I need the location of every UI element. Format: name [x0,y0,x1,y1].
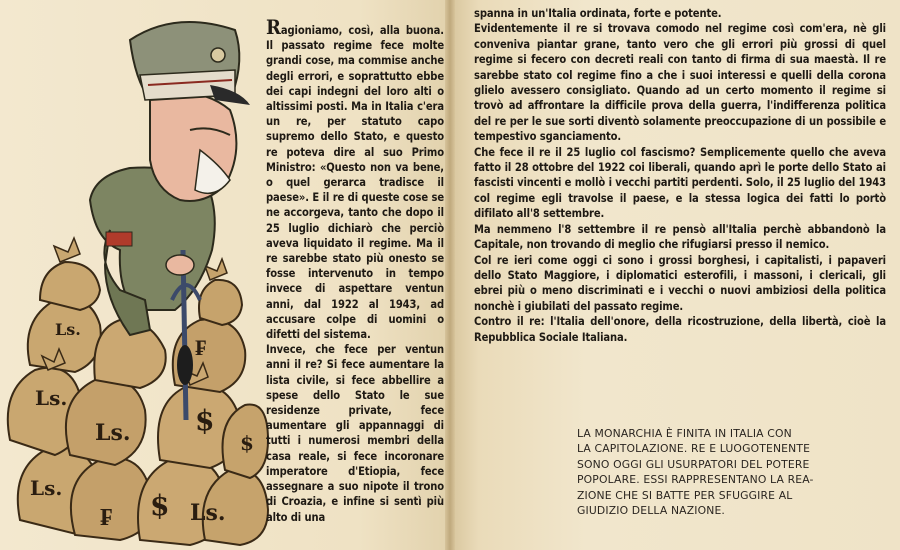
statement-line: SONO OGGI GLI USURPATORI DEL POTERE [577,457,810,471]
right-paragraph-5: Col re ieri come oggi ci sono i grossi borghesi, i capitalisti, i papaveri dello Stato Maggiore, i diplomatici esterofili, i massoni, i clericali, gli ebrei più o meno discriminati e i vecchi o nuovi ambiziosi della politica nonchè i giubilati del passato regime. [474,253,886,313]
dollar-symbol: $ [240,431,254,455]
franc-symbol: ₣ [195,335,206,361]
left-paragraph-1 [266,15,444,342]
statement-line: LA MONARCHIA È FINITA IN ITALIA CON [577,427,792,440]
drop-cap: R [266,15,281,39]
franc-symbol: ₣ [100,502,112,531]
right-text-column [474,6,886,345]
statement-line: LA CAPITOLAZIONE. RE E LUOGOTENENTE [577,442,811,456]
right-paragraph-3: Che fece il re il 25 luglio col fascismo? Semplicemente quello che aveva fatto il 28 ottobre del 1922 coi liberali, quando aprì le porte dello Stato ai fascisti vincenti e mollò i vecchi partiti perdenti. Solo, il 25 luglio del 1943 col regime egli travolse il paese, e la stessa logica dei fatti lo portò difilato all'8 settembre. [474,145,886,221]
statement-line: ZIONE CHE SI BATTE PER SFUGGIRE AL [577,488,793,502]
left-paragraph-1-text: agioniamo, così, alla buona. Il passato regime fece molte grandi cose, ma commise anche degli errori, e soprattutto ebbe dei capi indegni del loro alti o altissimi posti. Ma in Italia c'era un re, per statuto capo supremo dello Stato, e questo re poteva dire al suo Primo Ministro: «Questo non va bene, o quel gerarca tradisce il paese». E il re di queste cose se ne accorgeva, tanto che dopo il 25 luglio dichiarò che perciò aveva liquidato il regime. Ma il re sarebbe stato più onesto se fosse intervenuto in tempo invece di aspettare ventun anni, dal 1922 al 1943, ad accusare colpe di uomini o difetti del sistema. [266,24,444,342]
page-gutter [445,0,455,550]
right-paragraph-6: Contro il re: l'Italia dell'onore, della ricostruzione, della libertà, cioè la Repubblica Sociale Italiana. [474,315,886,344]
monarchy-statement-box [577,426,887,518]
left-text-column [266,15,444,525]
bag-label-ls: Ls. [190,500,226,526]
right-paragraph-2: Evidentemente il re si trovava comodo nel regime così com'era, nè gli conveniva piantar grane, tanto vero che gli errori più grossi di quel regime si fecero con decreti reali con tanto di firma di sua maestà. Il re sarebbe stato col regime fino a che i suoi interessi e quelli della corona glielo avessero consigliato. Quando ad un certo momento il regime si trovò ad affrontare la difficile prova della guerra, l'indifferenza politica del re per le sue sorti diventò solamente preoccupazione di un possibile e tempestivo sganciamento. [474,22,886,144]
dollar-symbol: $ [150,489,170,522]
bag-label-ls: Ls. [55,320,81,339]
statement-line: POPOLARE. ESSI RAPPRESENTANO LA REA- [577,473,814,487]
right-paragraph-1: spanna in un'Italia ordinata, forte e potente. [474,7,722,20]
statement-line: GIUDIZIO DELLA NAZIONE. [577,504,726,518]
bag-label-ls: Ls. [30,476,63,500]
bag-label-ls: Ls. [35,386,68,410]
dollar-symbol: $ [195,404,215,437]
right-paragraph-4: Ma nemmeno l'8 settembre il re pensò all'Italia perchè abbandonò la Capitale, non trovando di meglio che rifugiarsi presso il nemico. [474,222,886,252]
king-caricature-illustration [0,0,270,550]
bag-label-ls: Ls. [95,420,131,446]
left-paragraph-2: Invece, che fece per ventun anni il re? Si fece aumentare la lista civile, si fece abbellire a spese dello Stato le sue residenze private, fece aumentare gli appannaggi di tutti i numerosi membri della casa reale, si fece incoronare imperatore d'Etiopia, fece assegnare a suo nipote il trono di Croazia, e infine si sentì più alto di una [266,343,444,524]
